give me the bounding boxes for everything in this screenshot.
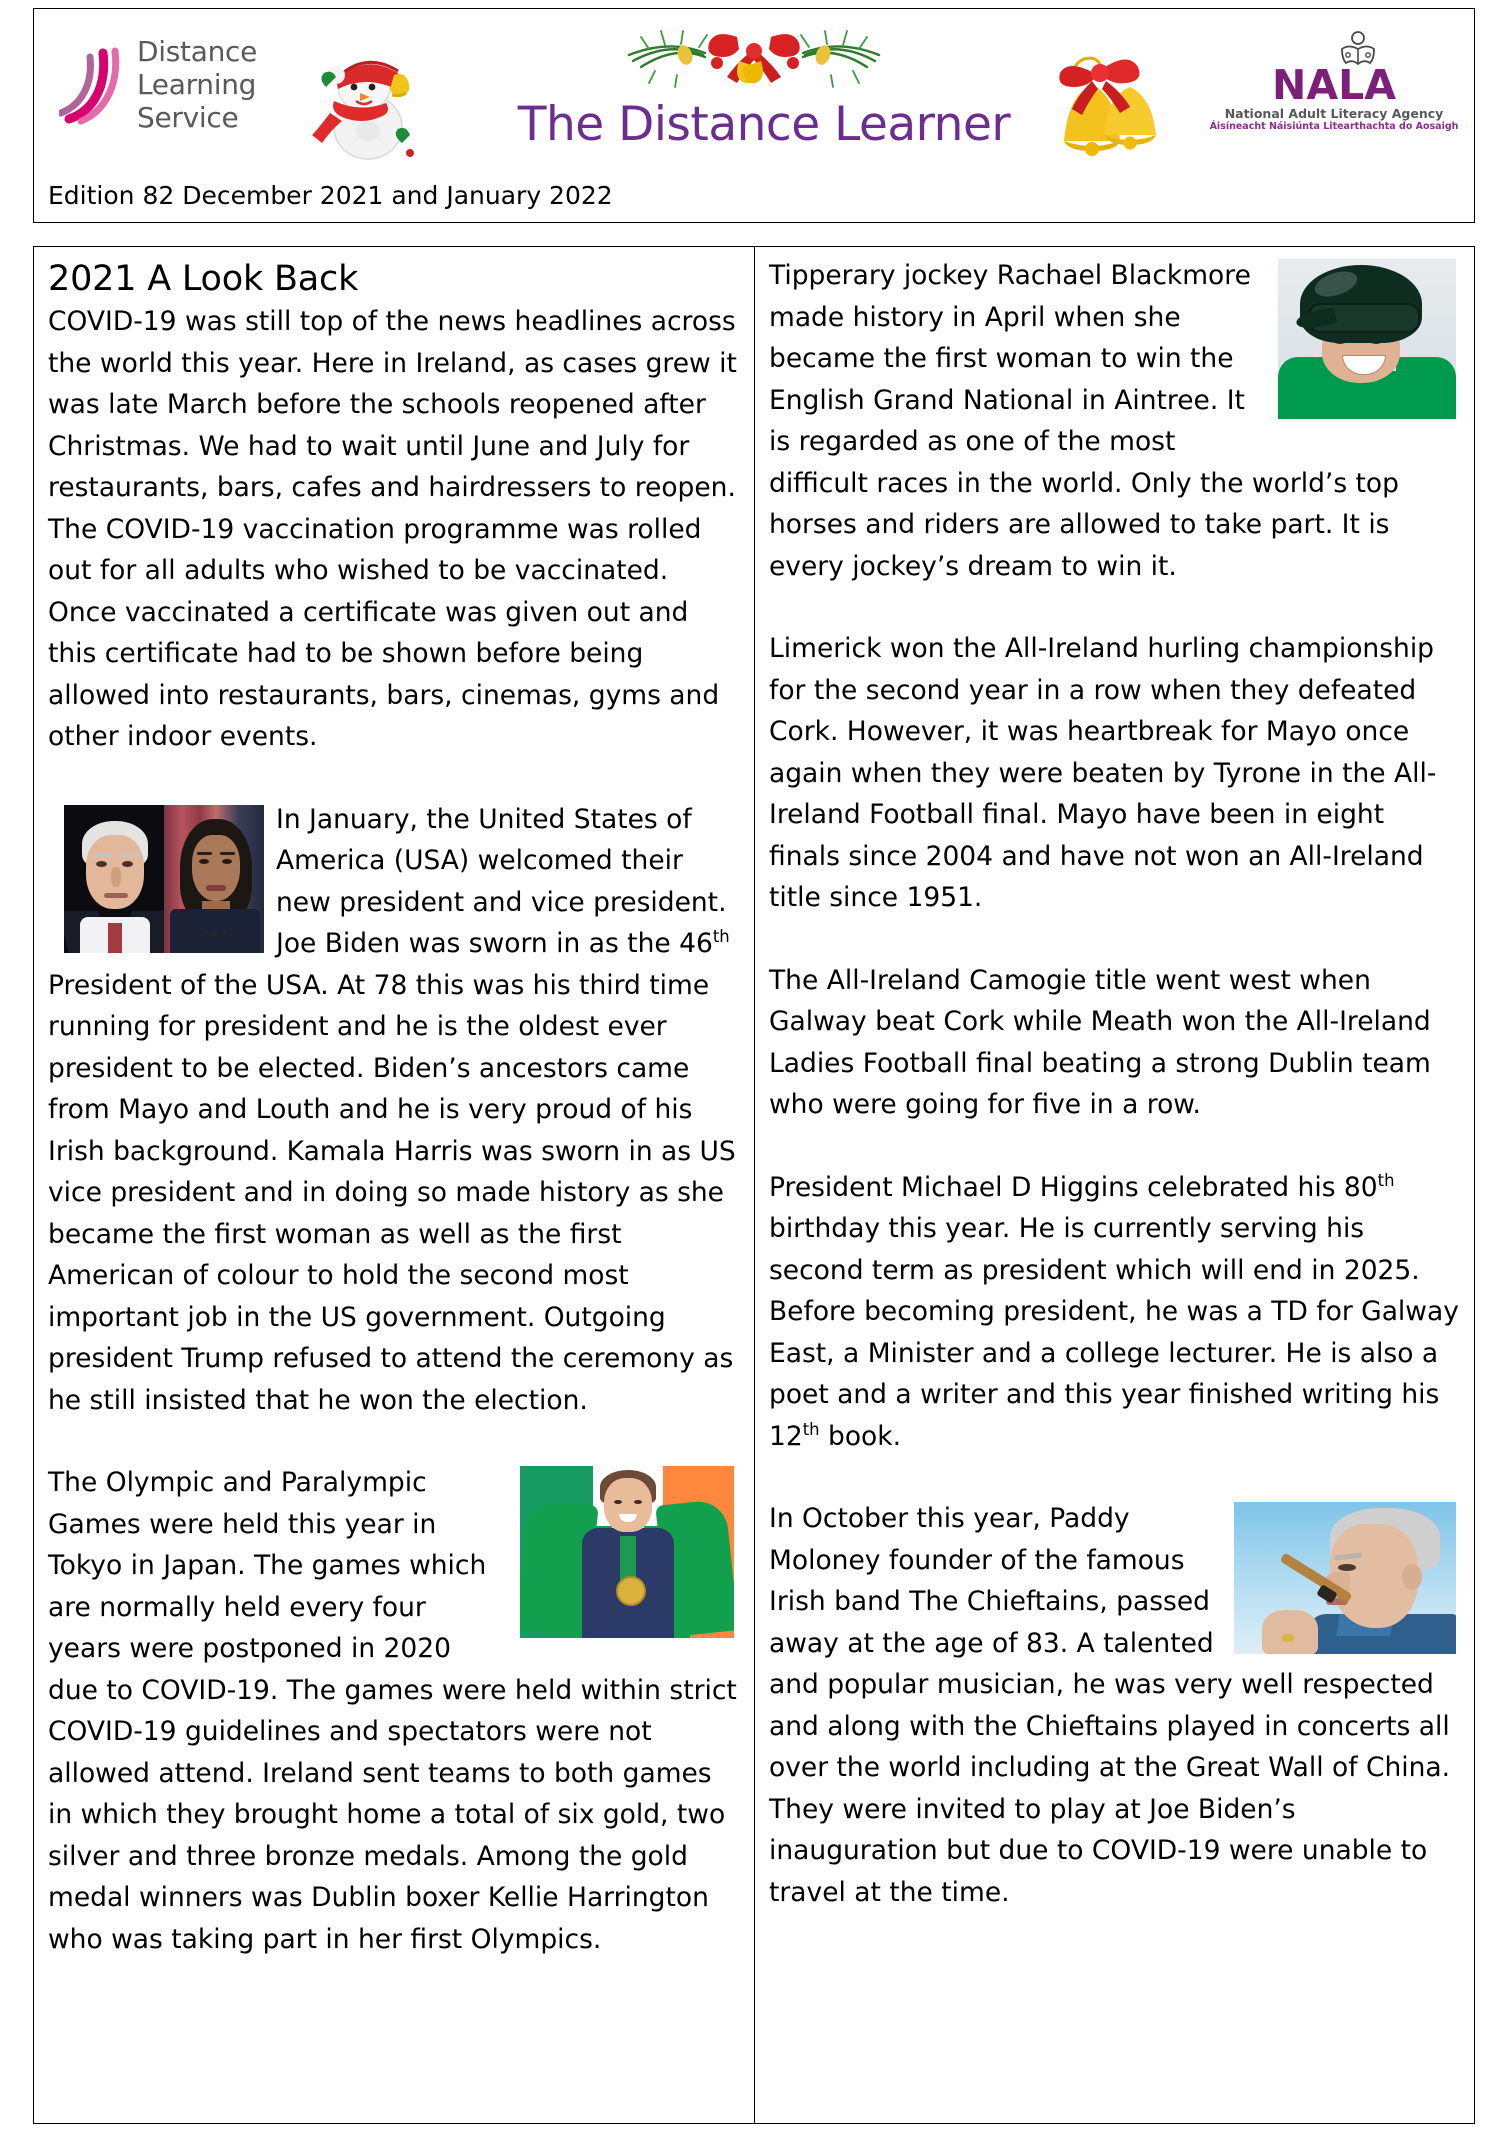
dls-logo-line1: Distance (137, 35, 258, 68)
distance-learning-service-logo (59, 31, 319, 141)
paragraph-olympics (48, 1462, 740, 1960)
higgins-ordinal-suffix-12: th (802, 1419, 820, 1439)
masthead-row (34, 9, 1474, 169)
newsletter-title: The Distance Learner (517, 97, 1011, 152)
photo-paddy-moloney-tin-whistle (1234, 1502, 1456, 1654)
christmas-bells-icon (1034, 37, 1169, 162)
photo-rachael-blackmore-jockey (1278, 259, 1456, 419)
dls-logo-line3: Service (137, 101, 239, 134)
page-title: 2021 A Look Back (48, 259, 359, 299)
right-column (755, 247, 1476, 2123)
nala-subtitle-irish: Áisíneacht Náisiúnta Litearthachta do Aosaigh (1209, 121, 1459, 132)
paragraph-moloney-text: In October this year, Paddy Moloney founder of the famous Irish band The Chieftains, passed away at the age of 83. A talented and popular musician, he was very well respected and along with the Chieftains played in concerts all over the world including at the Great Wall of China. They were invited to play at Joe Biden’s inauguration but due to COVID-19 were unable to travel at the time. (769, 1503, 1451, 1908)
left-column-inner (48, 257, 740, 1960)
paragraph-gaa: Limerick won the All-Ireland hurling championship for the second year in a row when they defeated Cork. However, it was heartbreak for Mayo once again when they were beaten by Tyrone in the All-Ireland Football final. Mayo have been in eight finals since 2004 and have not won an All-Ireland title since 1951. (769, 633, 1437, 913)
paragraph-michael-d-higgins (769, 1167, 1462, 1458)
content-area (33, 246, 1475, 2124)
paragraph-biden (48, 799, 740, 1422)
paragraph-paddy-moloney (769, 1498, 1462, 1913)
nala-subtitle-english: National Adult Literacy Agency (1224, 106, 1444, 121)
photo-kellie-harrington-olympic-boxer (520, 1466, 734, 1638)
left-column (34, 247, 755, 2123)
paragraph-blackmore-text: Tipperary jockey Rachael Blackmore made history in April when she became the first woman to win the English Grand National in Aintree. It is regarded as one of the most difficult races in the world. Only the world’s top horses and riders are allowed to take part. It is every jockey’s dream to win it. (769, 260, 1399, 582)
biden-ordinal-suffix: th (712, 927, 730, 947)
christmas-garland-icon (619, 27, 889, 89)
photo-joe-biden (64, 805, 164, 953)
paragraph-camogie: The All-Ireland Camogie title went west when Galway beat Cork while Meath won the All-Ireland Ladies Football final beating a strong Dublin team who were going for five in a row. (769, 964, 1431, 1120)
sound-waves-icon (59, 41, 129, 129)
edition-line: Edition 82 December 2021 and January 2022 (48, 181, 613, 210)
masthead (33, 8, 1475, 223)
snowman-icon (306, 39, 424, 164)
right-column-inner (769, 255, 1462, 1913)
paragraph-biden-part2: President of the USA. At 78 this was his third time running for president and he is the oldest ever president to be elected. Biden’s ancestors came from Mayo and Louth and he is very proud of his Irish background. Kamala Harris was sworn in as US vice president and in doing so made history as she became the first woman as well as the first American of colour to hold the second most important job in the US government. Outgoing president Trump refused to attend the ceremony as he still insisted that he won the election. (48, 969, 736, 1416)
nala-logo (1209, 31, 1459, 133)
higgins-part2: birthday this year. He is currently serving his second term as president which will end in 2025. Before becoming president, he was a TD for Galway East, a Minister and a college lecturer. He is also a poet and a writer and this year finished writing his 12 (769, 1213, 1459, 1452)
paragraph-biden-part1: In January, the United States of America (USA) welcomed their new president and vice president. Joe Biden was sworn in as the 46 (276, 803, 727, 959)
higgins-part3: book. (819, 1420, 902, 1452)
paragraph-covid: COVID-19 was still top of the news headlines across the world this year. Here in Ireland, as cases grew it was late March before the schools reopened after Christmas. We had to wait until June and July for restaurants, bars, cafes and hairdressers to reopen. The COVID-19 vaccination programme was rolled out for all adults who wished to be vaccinated. Once vaccinated a certificate was given out and this certificate had to be shown before being allowed into restaurants, bars, cinemas, gyms and other indoor events. (48, 306, 737, 752)
nala-acronym: NALA (1272, 61, 1396, 109)
nala-reader-icon (1335, 31, 1381, 71)
dls-logo-text (137, 35, 257, 134)
higgins-ordinal-suffix-80: th (1377, 1170, 1395, 1190)
photo-joe-biden-and-kamala-harris (64, 805, 264, 953)
paragraph-olympics-text: The Olympic and Paralympic Games were held this year in Tokyo in Japan. The games which are normally held every four years were postponed in 2020 due to COVID-19. The games were held within strict COVID-19 guidelines and spectators were not allowed attend. Ireland sent teams to both games in which they brought home a total of six gold, two silver and three bronze medals. Among the gold medal winners was Dublin boxer Kellie Harrington who was taking part in her first Olympics. (48, 1467, 737, 1955)
dls-logo-line2: Learning (137, 68, 257, 101)
paragraph-rachael-blackmore (769, 255, 1462, 587)
higgins-part1: President Michael D Higgins celebrated his 80 (769, 1171, 1378, 1203)
photo-kamala-harris (164, 805, 264, 953)
